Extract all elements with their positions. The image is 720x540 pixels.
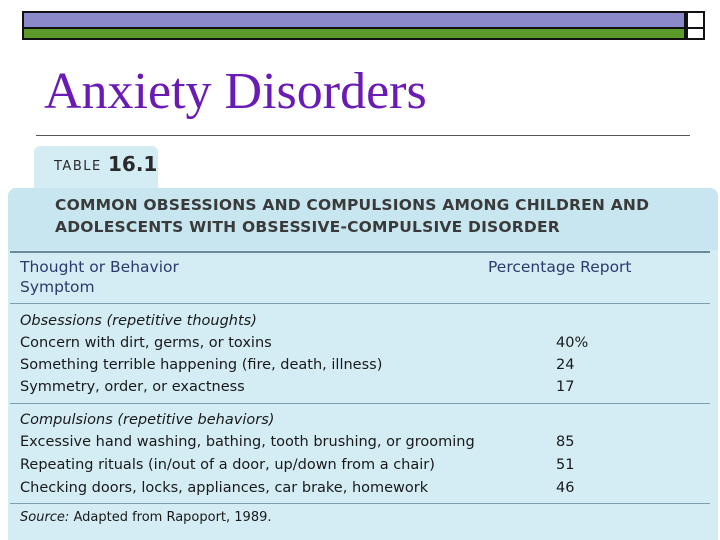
header-rule-top (10, 251, 710, 253)
column-header-symptom (20, 257, 260, 297)
table-caption (55, 194, 665, 238)
table-tab-word: TABLE (54, 159, 102, 174)
table-caption-line-2: ADOLESCENTS WITH OBSESSIVE-COMPULSIVE DISORDER (55, 218, 560, 236)
table-row-label: Excessive hand washing, bathing, tooth brushing, or grooming (20, 434, 475, 450)
source-label: Source: (20, 510, 70, 525)
table-row-value: 51 (556, 457, 575, 473)
table-source (20, 510, 272, 525)
column-header-percentage: Percentage Report (488, 258, 632, 276)
section-label-compulsions: Compulsions (repetitive behaviors) (20, 412, 275, 428)
title-divider (36, 135, 690, 136)
table-row-value: 24 (556, 357, 575, 373)
table-row-label: Checking doors, locks, appliances, car brake, homework (20, 480, 429, 496)
header-rule-bottom (10, 303, 710, 304)
table-tab (34, 146, 158, 190)
header-square-bottom (686, 27, 705, 40)
table-row-label: Symmetry, order, or exactness (20, 379, 245, 395)
section-label-obsessions: Obsessions (repetitive thoughts) (20, 313, 257, 329)
table-row-value: 40% (556, 335, 589, 351)
table-row-label: Concern with dirt, germs, or toxins (20, 335, 272, 351)
table-caption-line-1: COMMON OBSESSIONS AND COMPULSIONS AMONG CHILDREN AND (55, 196, 650, 214)
header-bar-green (22, 29, 686, 40)
table-row-label: Repeating rituals (in/out of a door, up/down from a chair) (20, 457, 435, 473)
table-row-value: 85 (556, 434, 575, 450)
table-tab-number: 16.1 (108, 152, 158, 176)
table-row-value: 17 (556, 379, 575, 395)
column-header-symptom-line-2: Symptom (20, 278, 95, 296)
source-divider (10, 503, 710, 504)
slide-title: Anxiety Disorders (44, 63, 427, 120)
header-bar-purple (22, 11, 686, 29)
table-row-value: 46 (556, 480, 575, 496)
section-divider (10, 403, 710, 404)
column-header-symptom-line-1: Thought or Behavior (20, 258, 179, 276)
source-text: Adapted from Rapoport, 1989. (69, 510, 272, 525)
table-row-label: Something terrible happening (fire, death, illness) (20, 357, 383, 373)
